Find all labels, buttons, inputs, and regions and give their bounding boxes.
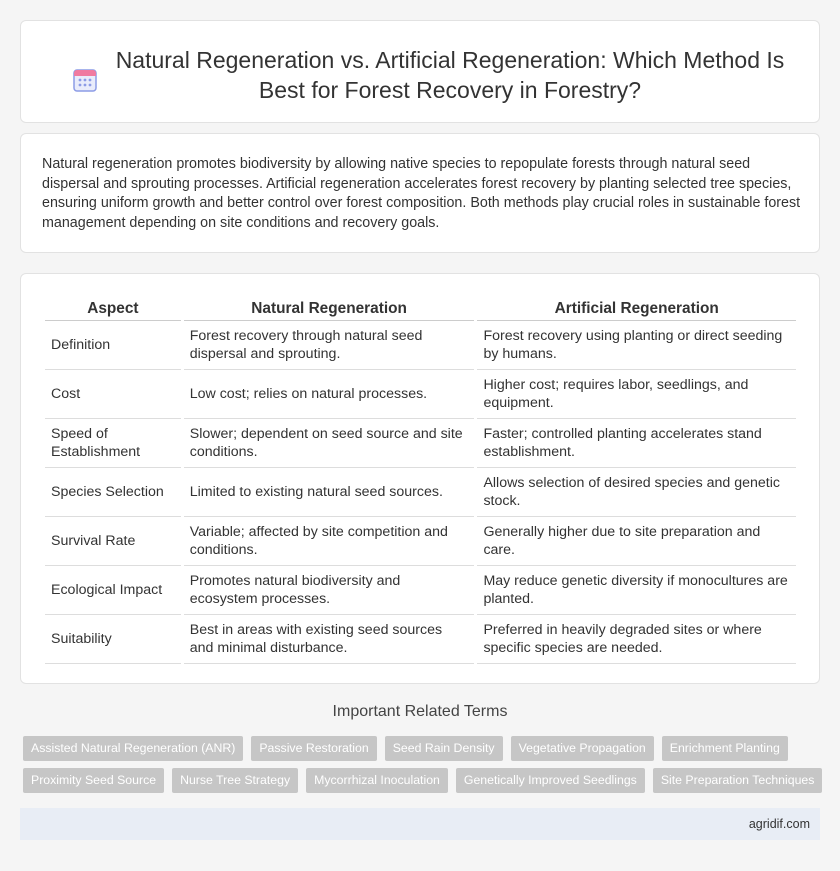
row-aspect: Species Selection [45,468,181,517]
row-natural: Variable; affected by site competition and conditions. [184,517,475,566]
related-term-tag[interactable]: Enrichment Planting [662,736,788,761]
header-natural: Natural Regeneration [184,294,475,321]
comparison-table [42,294,799,664]
row-natural: Promotes natural biodiversity and ecosystem processes. [184,566,475,615]
header-aspect: Aspect [45,294,181,321]
related-term-tag[interactable]: Genetically Improved Seedlings [456,768,645,793]
related-term-tag[interactable]: Nurse Tree Strategy [172,768,298,793]
table-row [45,615,796,664]
table-row [45,321,796,370]
row-aspect: Cost [45,370,181,419]
row-natural: Best in areas with existing seed sources and minimal disturbance. [184,615,475,664]
row-natural: Forest recovery through natural seed dispersal and sprouting. [184,321,475,370]
row-artificial: Allows selection of desired species and genetic stock. [477,468,796,517]
row-artificial: Faster; controlled planting accelerates stand establishment. [477,419,796,468]
title-card [20,20,820,123]
row-artificial: Generally higher due to site preparation and care. [477,517,796,566]
row-natural: Low cost; relies on natural processes. [184,370,475,419]
table-row [45,517,796,566]
footer [20,808,820,840]
row-aspect: Speed of Establishment [45,419,181,468]
related-term-tag[interactable]: Mycorrhizal Inoculation [306,768,448,793]
related-term-tag[interactable]: Passive Restoration [251,736,376,761]
page-title: Natural Regeneration vs. Artificial Regeneration: Which Method Is Best for Forest Recovery in Forestry? [115,47,785,103]
related-terms-row [23,768,823,793]
related-term-tag[interactable]: Seed Rain Density [385,736,503,761]
table-row [45,468,796,517]
row-artificial: Higher cost; requires labor, seedlings, and equipment. [477,370,796,419]
related-terms-row [23,736,823,761]
row-artificial: Forest recovery using planting or direct seeding by humans. [477,321,796,370]
related-term-tag[interactable]: Assisted Natural Regeneration (ANR) [23,736,243,761]
intro-text: Natural regeneration promotes biodiversity by allowing native species to repopulate forests through natural seed dispersal and sprouting processes. Artificial regeneration accelerates forest recovery by planting selected tree species, ensuring uniform growth and better control over forest composition. Both methods play crucial roles in sustainable forest management depending on site conditions and recovery goals. [42,156,801,231]
related-term-tag[interactable]: Proximity Seed Source [23,768,164,793]
table-row [45,566,796,615]
comparison-card [20,273,820,684]
footer-site-link[interactable]: agridif.com [748,817,810,831]
related-term-tag[interactable]: Vegetative Propagation [511,736,654,761]
table-row [45,419,796,468]
header-artificial: Artificial Regeneration [477,294,796,321]
table-row [45,370,796,419]
table-header-row [45,294,796,321]
row-aspect: Definition [45,321,181,370]
row-artificial: Preferred in heavily degraded sites or where specific species are needed. [477,615,796,664]
row-aspect: Survival Rate [45,517,181,566]
row-aspect: Ecological Impact [45,566,181,615]
row-aspect: Suitability [45,615,181,664]
calendar-icon [72,67,98,93]
row-artificial: May reduce genetic diversity if monocultures are planted. [477,566,796,615]
row-natural: Slower; dependent on seed source and site conditions. [184,419,475,468]
row-natural: Limited to existing natural seed sources. [184,468,475,517]
related-term-tag[interactable]: Site Preparation Techniques [653,768,823,793]
intro-card [20,133,820,253]
related-terms-heading: Important Related Terms [332,703,508,720]
